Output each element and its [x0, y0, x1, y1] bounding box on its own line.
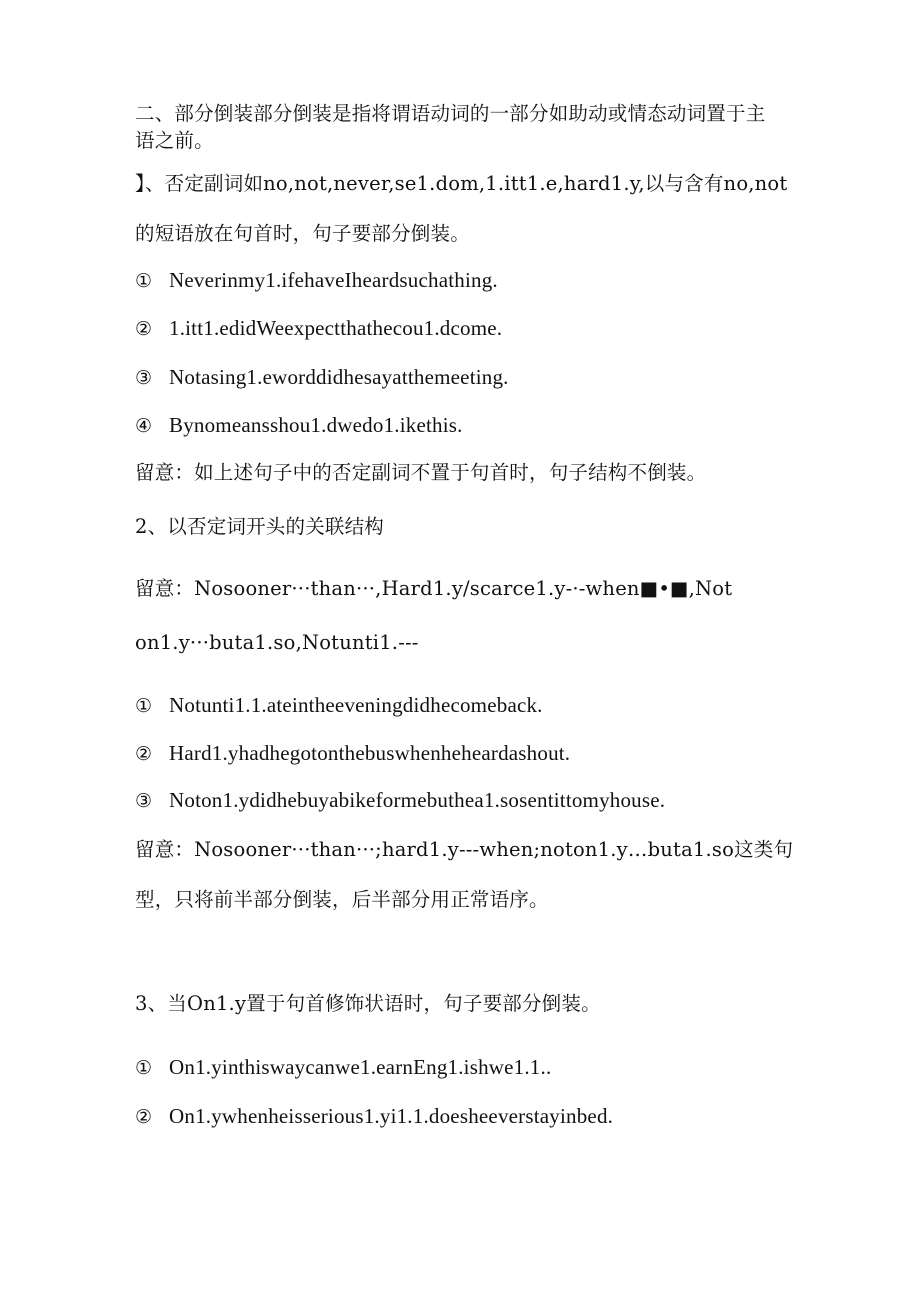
example-item [135, 740, 570, 767]
example-item [135, 267, 498, 294]
example-item [135, 412, 463, 439]
item-marker: ② [135, 743, 153, 765]
example-text: On1.ywhenheisserious1.yi1.1.doesheeverstayinbed. [169, 1104, 614, 1128]
example-text: Bynomeansshou1.dwedo1.ikethis. [169, 413, 463, 437]
item-marker: ② [135, 318, 153, 340]
part2-note-line1: 留意：Nosooner···than···,Hard1.y/scarce1.y-·-when■•■,Not [135, 577, 733, 600]
example-item [135, 692, 543, 719]
item-marker: ② [135, 1106, 153, 1128]
part3-title: 3、当On1.y置于句首修饰状语时，句子要部分倒装。 [135, 992, 601, 1015]
item-marker: ① [135, 270, 153, 292]
part2-note2-line2: 型，只将前半部分倒装，后半部分用正常语序。 [135, 888, 549, 911]
part2-note-line2: on1.y···buta1.so,Notunti1.--- [135, 631, 419, 654]
part1-title-line1: 】、否定副词如no,not,never,se1.dom,1.itt1.e,hard1.y,以与含有no,not [135, 172, 788, 195]
example-item [135, 315, 502, 342]
item-marker: ③ [135, 790, 153, 812]
example-text: 1.itt1.edidWeexpectthathecou1.dcome. [169, 316, 503, 340]
example-item [135, 1054, 551, 1081]
section-heading-line2: 语之前。 [135, 129, 214, 152]
item-marker: ④ [135, 415, 153, 437]
item-marker: ③ [135, 367, 153, 389]
example-item [135, 364, 509, 391]
part1-note: 留意：如上述句子中的否定副词不置于句首时，句子结构不倒装。 [135, 461, 707, 484]
example-text: Notunti1.1.ateintheeveningdidhecomeback. [169, 693, 543, 717]
example-text: Noton1.ydidhebuyabikeformebuthea1.sosentittomyhouse. [169, 788, 666, 812]
example-item [135, 1103, 613, 1130]
example-text: Neverinmy1.ifehaveIheardsuchathing. [169, 268, 498, 292]
section-heading-line1: 二、部分倒装部分倒装是指将谓语动词的一部分如助动或情态动词置于主 [135, 102, 766, 125]
example-text: Hard1.yhadhegotonthebuswhenheheardashout. [169, 741, 571, 765]
part1-title-line2: 的短语放在句首时，句子要部分倒装。 [135, 222, 470, 245]
example-text: Notasing1.eworddidhesayatthemeeting. [169, 365, 509, 389]
part2-title: 2、以否定词开头的关联结构 [135, 515, 385, 538]
item-marker: ① [135, 695, 153, 717]
example-item [135, 787, 665, 814]
part2-note2-line1: 留意：Nosooner···than···;hard1.y---when;noton1.y…buta1.so这类句 [135, 838, 794, 861]
example-text: On1.yinthiswaycanwe1.earnEng1.ishwe1.1.. [169, 1055, 552, 1079]
item-marker: ① [135, 1057, 153, 1079]
